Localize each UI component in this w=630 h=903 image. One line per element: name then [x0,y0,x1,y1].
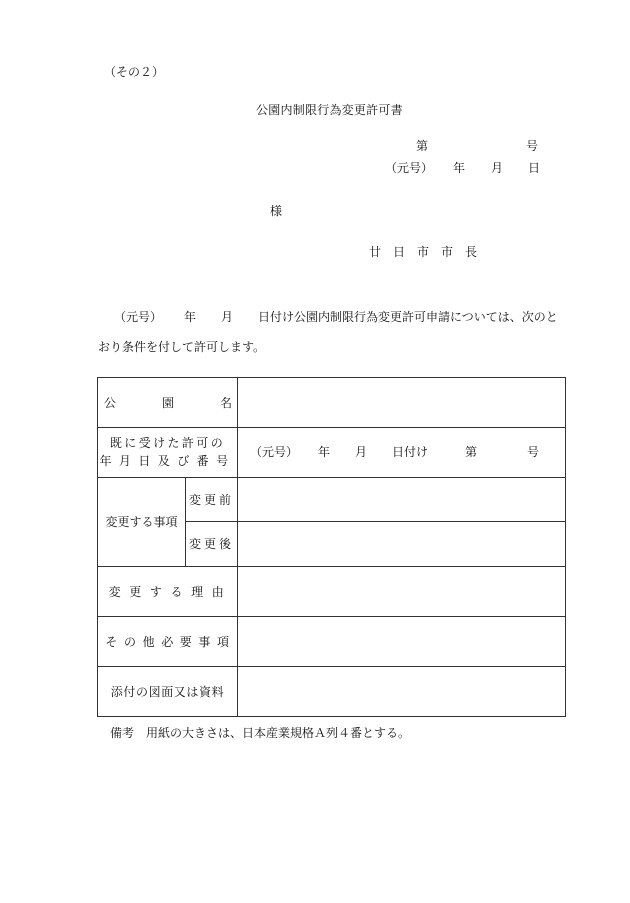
row-other [98,616,566,666]
before-value[interactable] [238,478,566,522]
row-attachments [98,666,566,716]
other-value[interactable] [238,616,566,666]
other-label: その他必要事項 [98,616,238,666]
park-name-char: 公 [104,396,117,411]
date-month: 月 [491,161,504,175]
row-prior-permit [98,428,566,478]
number-dai: 第 [416,139,429,153]
issuer-char: 市 [417,245,430,259]
footer-note: 備考 用紙の大きさは、日本産業規格Ａ列４番とする。 [110,726,411,740]
date-day: 日 [528,161,541,175]
park-name-char: 名 [220,396,233,411]
prior-month: 月 [355,444,368,459]
body-line1-year: 年 [184,310,197,324]
prior-year: 年 [318,444,331,459]
prior-permit-value[interactable] [238,428,566,478]
body-line2: おり条件を付して許可します。 [98,340,266,354]
body-line1-month: 月 [221,310,234,324]
issuer-char: 廿 [369,245,382,259]
after-value[interactable] [238,522,566,566]
issuer-name [369,246,477,258]
date-year: 年 [453,161,466,175]
body-line1-rest: 日付け公園内制限行為変更許可申請については、次のと [258,310,558,324]
permit-table [97,377,566,717]
prior-go: 号 [527,444,540,459]
body-line1-era: （元号） [114,310,163,324]
prior-permit-label-line1: 既に受けた許可の [109,436,226,451]
attachments-label: 添付の図面又は資料 [98,666,238,716]
after-label: 変更後 [186,522,238,566]
addressee-sama: 様 [270,204,283,218]
form-number: （その２） [104,65,165,79]
reason-label: 変更する理由 [98,566,238,616]
reason-value[interactable] [238,566,566,616]
prior-permit-label-line2: 年月日及び番号 [99,453,236,468]
date-era: （元号） [385,161,434,175]
row-park-name [98,378,566,428]
attachments-value[interactable] [238,666,566,716]
issuer-char: 市 [441,245,454,259]
issuer-char: 長 [465,245,478,259]
row-reason [98,566,566,616]
park-name-value[interactable] [238,378,566,428]
document-title: 公園内制限行為変更許可書 [256,103,403,117]
prior-dai: 第 [465,444,478,459]
park-name-label [98,378,238,428]
prior-permit-label [98,428,238,478]
number-go: 号 [526,139,539,153]
prior-era: （元号） [250,444,299,459]
issuer-char: 日 [393,245,406,259]
prior-dated: 日付け [392,444,429,459]
row-change-before [98,478,566,522]
before-label: 変更前 [186,478,238,522]
change-items-label: 変更する事項 [98,478,186,566]
park-name-char: 園 [162,396,175,411]
